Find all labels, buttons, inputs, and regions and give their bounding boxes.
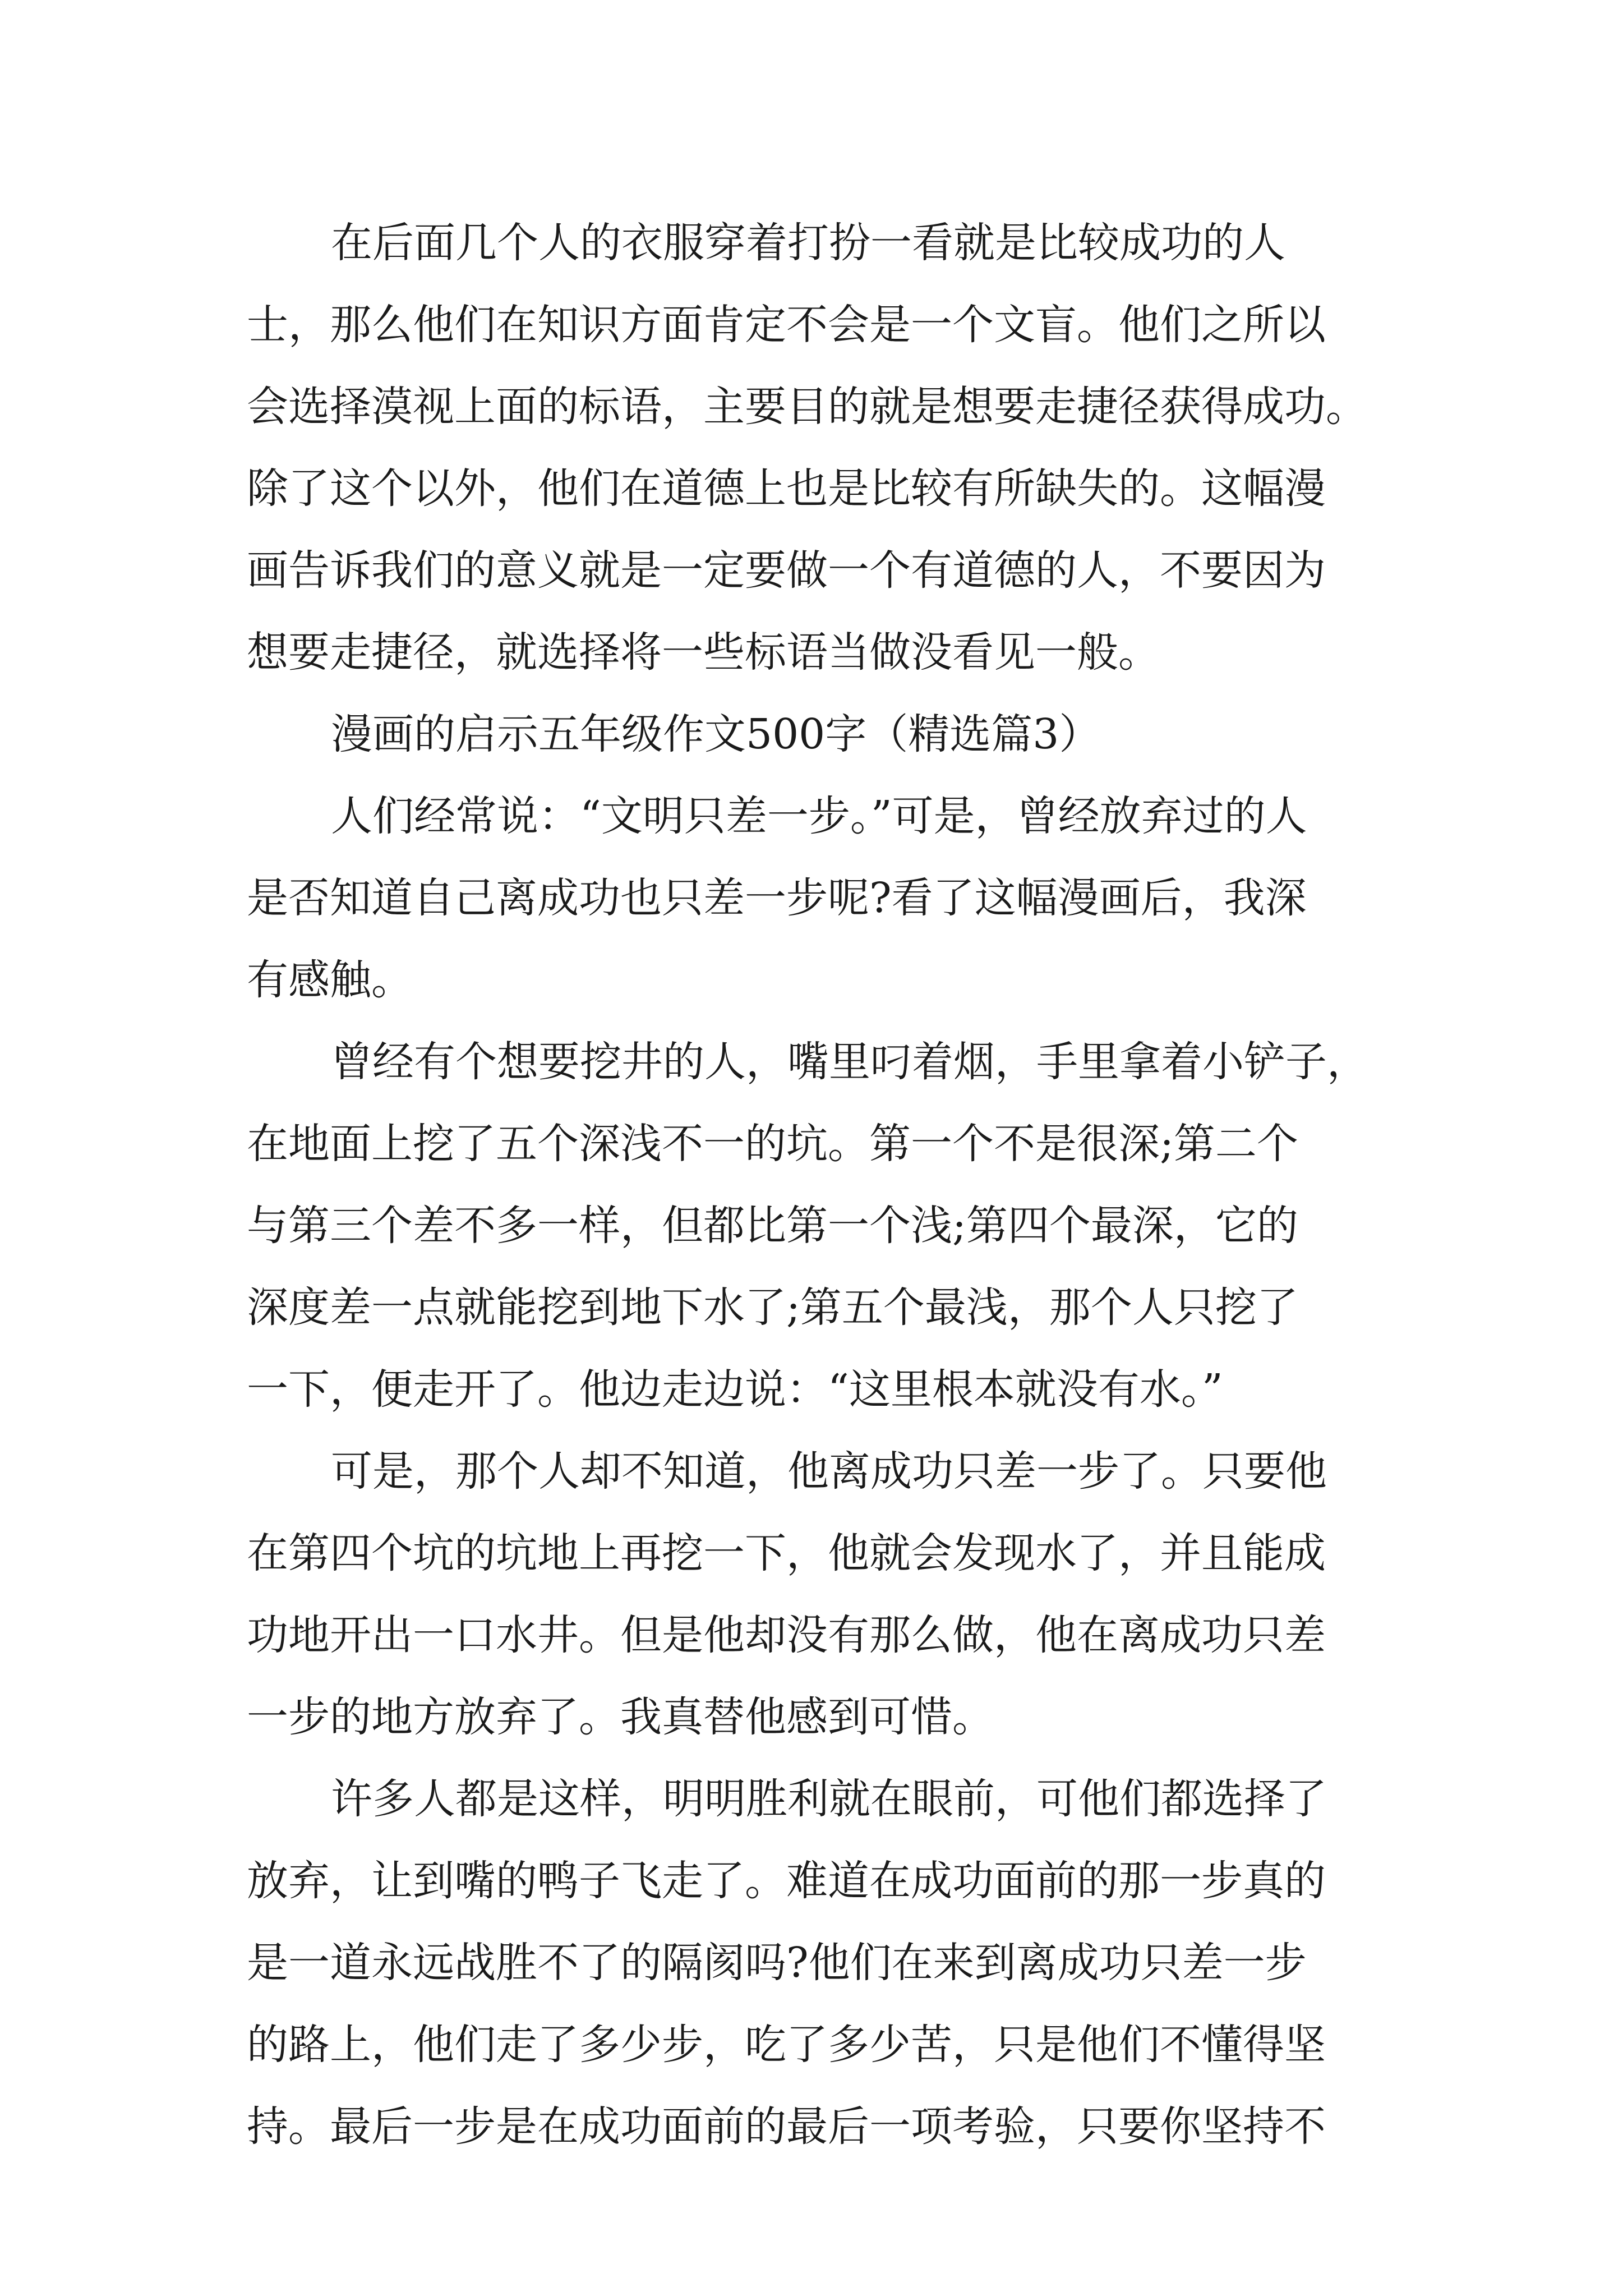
text-line: 会选择漠视上面的标语，主要目的就是想要走捷径获得成功。 [247, 383, 1367, 431]
text-line: 想要走捷径，就选择将一些标语当做没看见一般。 [247, 628, 1160, 677]
text-line: 士，那么他们在知识方面肯定不会是一个文盲。他们之所以 [247, 301, 1326, 349]
text-line: 漫画的启示五年级作文500字（精选篇3） [331, 710, 1101, 758]
text-line: 是否知道自己离成功也只差一步呢?看了这幅漫画后，我深 [247, 874, 1307, 922]
text-line: 深度差一点就能挖到地下水了;第五个最浅，那个人只挖了 [247, 1283, 1298, 1332]
text-line: 在后面几个人的衣服穿着打扮一看就是比较成功的人 [331, 219, 1285, 267]
text-line: 许多人都是这样，明明胜利就在眼前，可他们都选择了 [331, 1775, 1327, 1823]
text-line: 一下，便走开了。他边走边说：“这里根本就没有水。” [247, 1365, 1223, 1414]
text-line: 除了这个以外，他们在道德上也是比较有所缺失的。这幅漫 [247, 464, 1326, 513]
text-line: 画告诉我们的意义就是一定要做一个有道德的人，不要因为 [247, 546, 1326, 595]
text-line: 曾经有个想要挖井的人，嘴里叼着烟，手里拿着小铲子， [331, 1038, 1368, 1086]
text-line: 可是，那个人却不知道，他离成功只差一步了。只要他 [331, 1447, 1327, 1496]
text-line: 是一道永远战胜不了的隔阂吗?他们在来到离成功只差一步 [247, 1939, 1307, 1987]
text-line: 功地开出一口水井。但是他却没有那么做，他在离成功只差 [247, 1611, 1326, 1659]
text-line: 持。最后一步是在成功面前的最后一项考验，只要你坚持不 [247, 2102, 1326, 2151]
text-line: 在第四个坑的坑地上再挖一下，他就会发现水了，并且能成 [247, 1529, 1326, 1577]
text-line: 的路上，他们走了多少步，吃了多少苦，只是他们不懂得坚 [247, 2021, 1326, 2069]
text-line: 与第三个差不多一样，但都比第一个浅;第四个最深，它的 [247, 1202, 1298, 1250]
text-line: 人们经常说：“文明只差一步。”可是，曾经放弃过的人 [331, 792, 1307, 840]
text-line: 有感触。 [247, 956, 413, 1004]
text-line: 放弃，让到嘴的鸭子飞走了。难道在成功面前的那一步真的 [247, 1857, 1326, 1905]
text-line: 在地面上挖了五个深浅不一的坑。第一个不是很深;第二个 [247, 1120, 1298, 1168]
text-line: 一步的地方放弃了。我真替他感到可惜。 [247, 1693, 994, 1741]
document-body [247, 202, 1436, 2168]
